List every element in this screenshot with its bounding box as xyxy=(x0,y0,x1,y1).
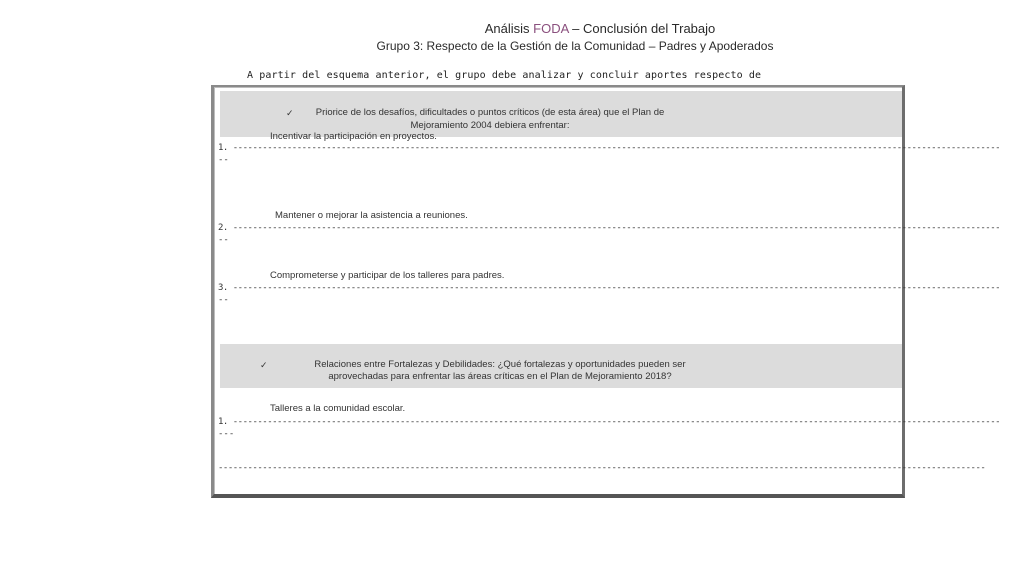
checkmark-icon: ✓ xyxy=(260,360,268,370)
item-number: 2. xyxy=(218,223,228,233)
title-prefix: Análisis xyxy=(484,21,534,36)
section1-line1: Priorice de los desafíos, dificultades o puntos críticos (de esta área) que el Plan de xyxy=(315,107,665,118)
item-number: 1. xyxy=(218,143,228,153)
section2-item1-text: Talleres a la comunidad escolar. xyxy=(270,403,406,414)
intro-text: A partir del esquema anterior, el grupo debe analizar y concluir aportes respecto de xyxy=(247,70,762,81)
section1-item1-tail: -- xyxy=(218,155,229,165)
section2-line2: aprovechadas para enfrentar las áreas críticas en el Plan de Mejoramiento 2018? xyxy=(328,371,672,382)
section2-band xyxy=(220,344,902,388)
section1-item2-line xyxy=(218,223,1001,233)
title-accent: FODA xyxy=(533,21,569,36)
section1-line2: Mejoramiento 2004 debiera enfrentar: xyxy=(410,120,570,131)
analysis-frame xyxy=(211,85,1001,498)
document-title xyxy=(360,21,840,36)
dash-line: ------------------------------------------------------------------------------------------------------------------------------------------------------------ xyxy=(232,283,1001,293)
section2-item1-tail: --- xyxy=(218,429,235,439)
checkmark-icon: ✓ xyxy=(286,108,294,118)
dash-line: ------------------------------------------------------------------------------------------------------------------------------------------------------------ xyxy=(232,417,1001,427)
section1-item1-line xyxy=(218,143,1001,153)
section1-item3-text: Comprometerse y participar de los talleres para padres. xyxy=(270,270,505,281)
section2-line1: Relaciones entre Fortalezas y Debilidades: ¿Qué fortalezas y oportunidades pueden ser xyxy=(314,359,686,370)
item-number: 1. xyxy=(218,417,228,427)
section1-item3-line xyxy=(218,283,1001,293)
section2-item1-line xyxy=(218,417,1001,427)
section1-item2-text: Mantener o mejorar la asistencia a reuniones. xyxy=(275,210,468,221)
dash-line: ------------------------------------------------------------------------------------------------------------------------------------------------------------ xyxy=(232,143,1001,153)
item-number: 3. xyxy=(218,283,228,293)
section2-blank-line: ------------------------------------------------------------------------------------------------------------------------------------------------------------ xyxy=(218,463,986,473)
section1-item3-tail: -- xyxy=(218,295,229,305)
dash-line: ------------------------------------------------------------------------------------------------------------------------------------------------------------ xyxy=(232,223,1001,233)
title-suffix: – Conclusión del Trabajo xyxy=(568,21,716,36)
section1-item1-text: Incentivar la participación en proyectos. xyxy=(270,131,437,142)
section1-item2-tail: -- xyxy=(218,235,229,245)
document-subtitle: Grupo 3: Respecto de la Gestión de la Comunidad – Padres y Apoderados xyxy=(376,39,774,53)
